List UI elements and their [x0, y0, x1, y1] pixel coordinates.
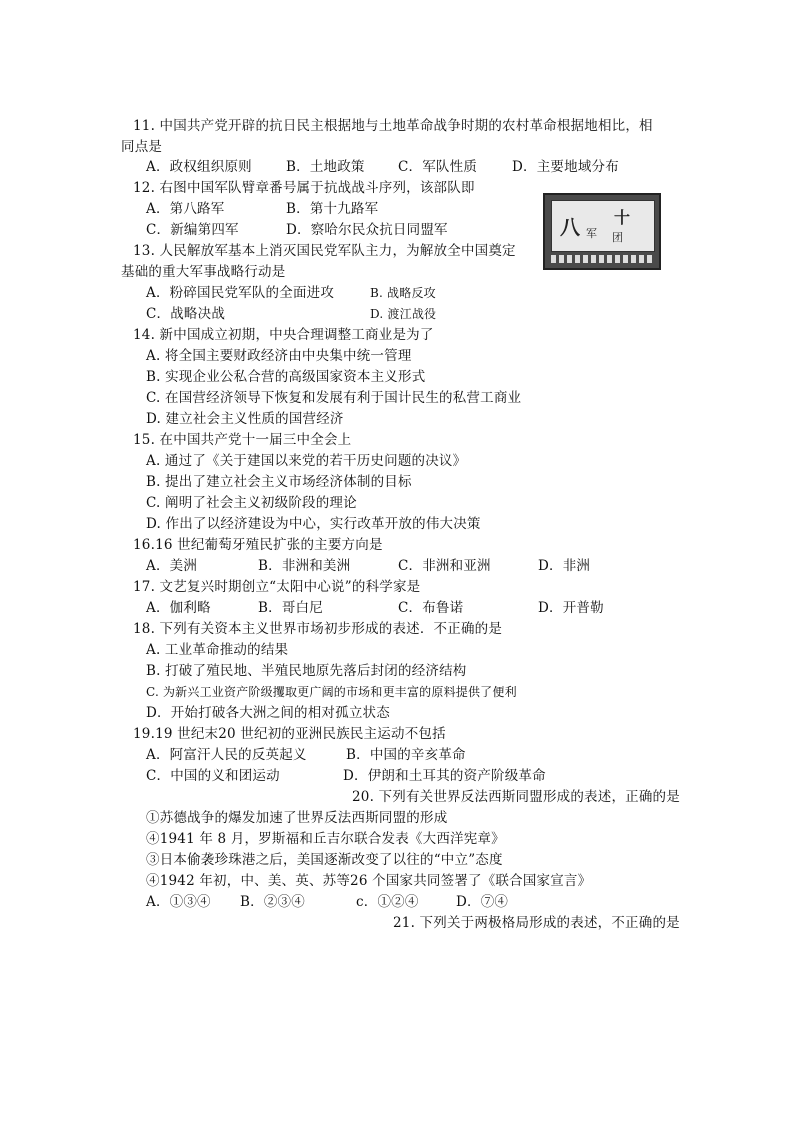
q21-stem: 21. 下列关于两极格局形成的表述，不正确的是 [393, 915, 680, 931]
q15-option-c: C. 阐明了社会主义初级阶段的理论 [146, 495, 357, 511]
q20-stem: 20. 下列有关世界反法西斯同盟形成的表述，正确的是 [352, 789, 680, 805]
armband-char: 十 [614, 208, 631, 227]
q13-option-a: A．粉碎国民党军队的全面进攻 [146, 285, 335, 301]
q17-option-c: C．布鲁诺 [398, 600, 464, 616]
q14-option-d: D. 建立社会主义性质的国营经济 [146, 411, 344, 427]
q17-option-a: A．伽利略 [146, 600, 211, 616]
q14-option-c: C. 在国营经济领导下恢复和发展有利于国计民生的私营工商业 [146, 390, 522, 406]
q18-option-c: C. 为新兴工业资产阶级攫取更广阔的市场和更丰富的原料提供了便利 [146, 685, 517, 699]
q20-option-b: B．②③④ [240, 894, 305, 910]
q18-option-a: A. 工业革命推动的结果 [146, 642, 289, 658]
q11-stem-line2: 同点是 [121, 139, 163, 155]
q20-option-a: A．①③④ [146, 894, 211, 910]
q18-option-d: D．开始打破各大洲之间的相对孤立状态 [146, 705, 390, 721]
q13-option-c: C．战略决战 [146, 306, 226, 322]
q12-stem: 12. 右图中国军队臂章番号属于抗战战斗序列，该部队即 [133, 180, 475, 196]
q12-option-a: A．第八路军 [146, 201, 225, 217]
q12-option-b: B．第十九路军 [286, 201, 379, 217]
q17-option-d: D．开普勒 [538, 600, 604, 616]
q15-option-d: D. 作出了以经济建设为中心，实行改革开放的伟大决策 [146, 516, 481, 532]
armband-patch [551, 200, 655, 252]
q16-option-d: D．非洲 [538, 558, 591, 574]
armband-char: 团 [612, 231, 623, 244]
q17-stem: 17. 文艺复兴时期创立“太阳中心说”的科学家是 [133, 579, 421, 595]
q14-option-b: B. 实现企业公私合营的高级国家资本主义形式 [146, 369, 426, 385]
q13-stem-line1: 13. 人民解放军基本上消灭国民党军队主力，为解放全中国奠定 [133, 243, 516, 259]
armband-image [543, 193, 661, 270]
q15-stem: 15. 在中国共产党十一届三中全会上 [133, 432, 352, 448]
q13-option-b: B. 战略反攻 [370, 286, 436, 300]
q19-option-a: A．阿富汗人民的反英起义 [146, 747, 307, 763]
q15-option-a: A. 通过了《关于建国以来党的若干历史问题的决议》 [146, 453, 467, 469]
q20-statement-1: ①苏德战争的爆发加速了世界反法西斯同盟的形成 [146, 810, 448, 826]
q20-statement-2: ④1941 年 8 月，罗斯福和丘吉尔联合发表《大西洋宪章》 [146, 831, 505, 847]
q11-option-c: C．军队性质 [398, 159, 478, 175]
q14-option-a: A. 将全国主要财政经济由中央集中统一管理 [146, 348, 412, 364]
q16-option-a: A．美洲 [146, 558, 198, 574]
q11-option-a: A．政权组织原则 [146, 159, 252, 175]
q12-option-d: D．察哈尔民众抗日同盟军 [286, 222, 448, 238]
q16-option-b: B．非洲和美洲 [258, 558, 351, 574]
q19-option-d: D．伊朗和土耳其的资产阶级革命 [343, 768, 546, 784]
q19-option-b: B．中国的辛亥革命 [346, 747, 466, 763]
armband-char: 八 [560, 215, 580, 239]
q13-option-d: D. 渡江战役 [370, 307, 437, 321]
q19-stem: 19.19 世纪末20 世纪初的亚洲民族民主运动不包括 [133, 726, 446, 742]
q13-stem-line2: 基础的重大军事战略行动是 [121, 264, 286, 280]
q20-statement-3: ③日本偷袭珍珠港之后，美国逐渐改变了以往的“中立”态度 [146, 852, 503, 868]
q20-statement-4: ④1942 年初，中、美、英、苏等26 个国家共同签署了《联合国家宣言》 [146, 873, 592, 889]
q16-stem: 16.16 世纪葡萄牙殖民扩张的主要方向是 [133, 537, 383, 553]
q18-stem: 18. 下列有关资本主义世界市场初步形成的表述．不正确的是 [133, 621, 503, 637]
q14-stem: 14. 新中国成立初期，中央合理调整工商业是为了 [133, 327, 434, 343]
q11-option-b: B．土地政策 [286, 159, 365, 175]
q11-option-d: D．主要地域分布 [512, 159, 619, 175]
armband-stripe [551, 255, 653, 263]
q18-option-b: B. 打破了殖民地、半殖民地原先落后封闭的经济结构 [146, 663, 467, 679]
q17-option-b: B．哥白尼 [258, 600, 323, 616]
q15-option-b: B. 提出了建立社会主义市场经济体制的目标 [146, 474, 412, 490]
q20-option-c: c．①②④ [356, 894, 419, 910]
q11-stem-line1: 11. 中国共产党开辟的抗日民主根据地与土地革命战争时期的农村革命根据地相比，相 [133, 118, 653, 134]
q12-option-c: C．新编第四军 [146, 222, 239, 238]
armband-char: 军 [586, 227, 597, 240]
q16-option-c: C．非洲和亚洲 [398, 558, 491, 574]
q19-option-c: C．中国的义和团运动 [146, 768, 280, 784]
q20-option-d: D．⑦④ [456, 894, 509, 910]
